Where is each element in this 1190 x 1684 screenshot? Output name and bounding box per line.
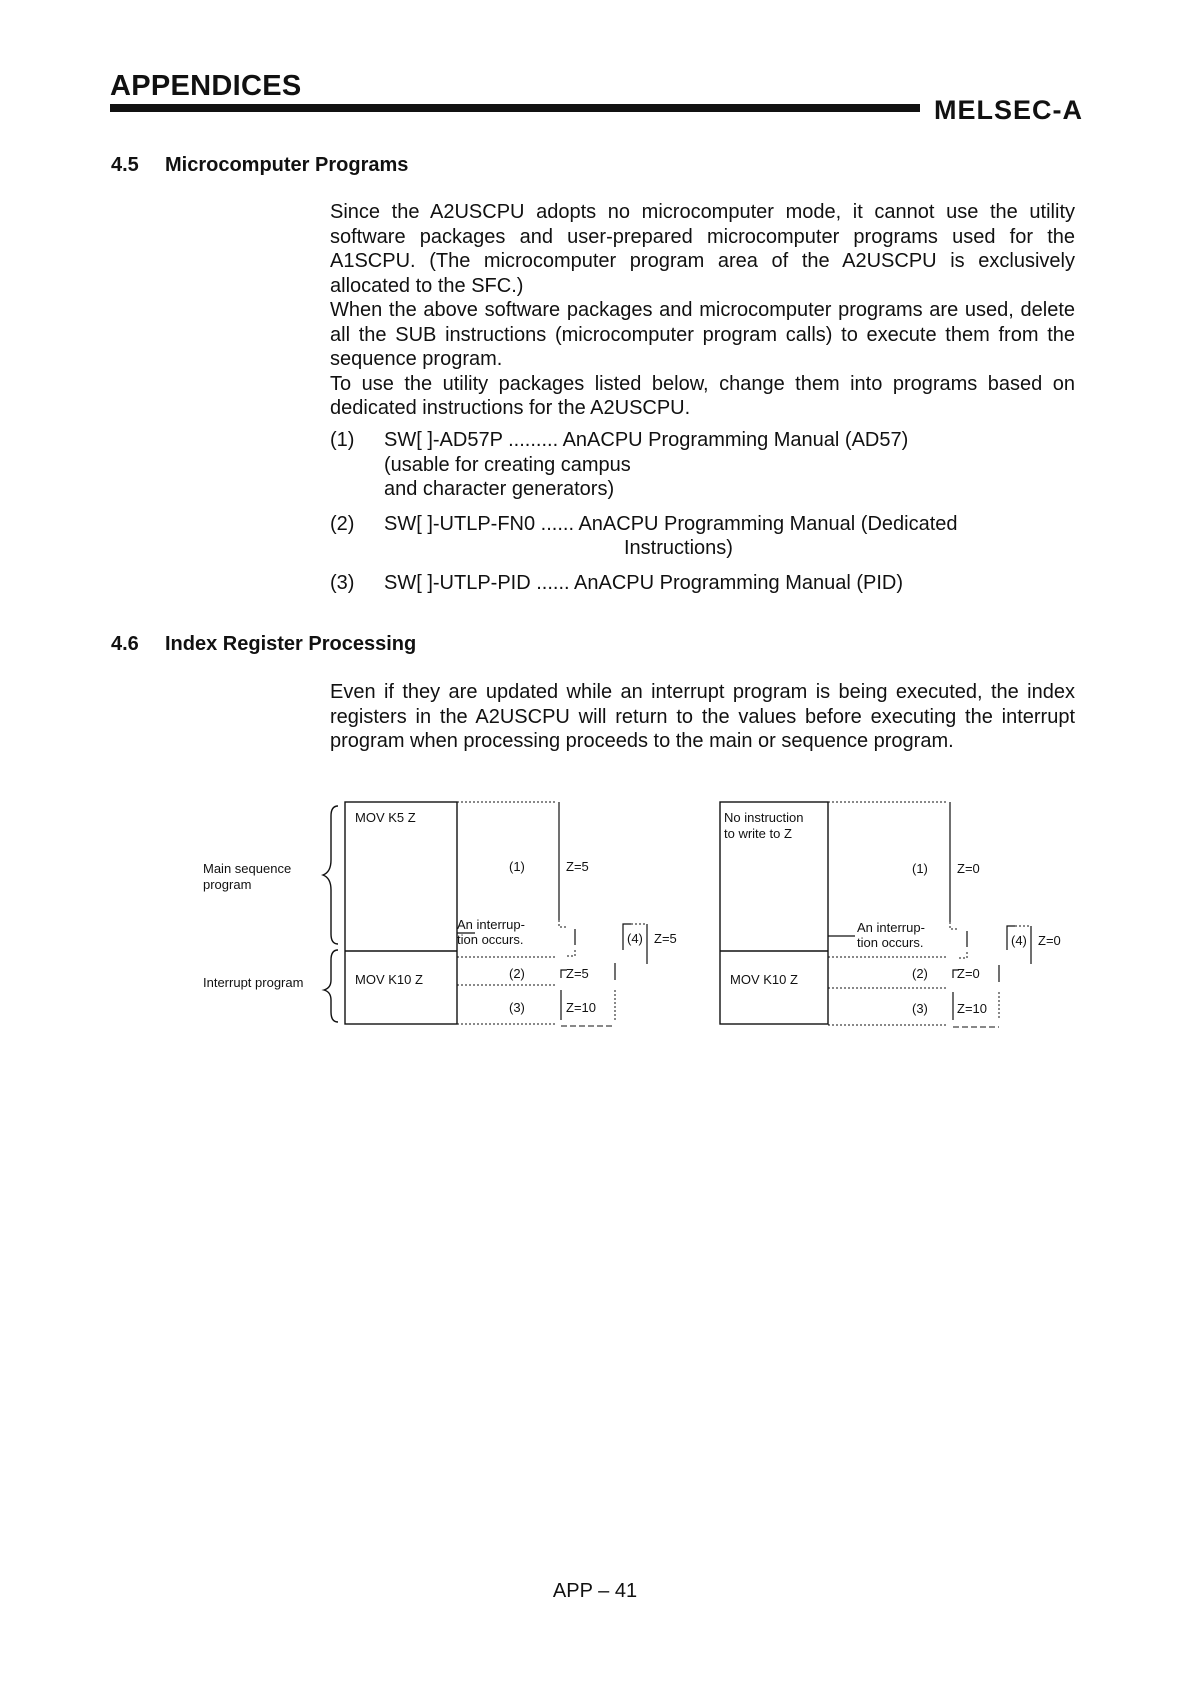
interrupt-occurs-text: An interrup- xyxy=(857,920,925,935)
no-instruction-text: No instruction xyxy=(724,810,804,825)
list-subtext: (usable for creating campus xyxy=(384,453,631,476)
instruction-mov-k10: MOV K10 Z xyxy=(730,972,798,987)
list-text: SW[ ]-AD57P ......... AnACPU Programming Manual (AD57) xyxy=(384,429,909,451)
label-main-sequence: program xyxy=(203,877,252,892)
z-value: Z=5 xyxy=(566,966,589,981)
brace-main xyxy=(323,806,338,944)
step-label: (4) xyxy=(1011,933,1027,948)
no-instruction-text: to write to Z xyxy=(724,826,792,841)
step-label: (2) xyxy=(912,966,928,981)
diagram-left xyxy=(345,802,677,1026)
section-number: 4.6 xyxy=(111,633,139,655)
step-label: (1) xyxy=(912,861,928,876)
page-number: APP – 41 xyxy=(552,1580,638,1602)
header-title: APPENDICES xyxy=(110,70,302,102)
list-text: SW[ ]-UTLP-PID ...... AnACPU Programming Manual (PID) xyxy=(384,571,904,594)
list-item xyxy=(330,571,1090,596)
package-list xyxy=(330,428,1090,605)
z-value: Z=5 xyxy=(654,931,677,946)
z-value: Z=0 xyxy=(1038,933,1061,948)
interrupt-occurs-text: tion occurs. xyxy=(857,935,924,950)
step-label: (4) xyxy=(627,931,643,946)
section-number: 4.5 xyxy=(111,154,139,176)
paragraph: Since the A2USCPU adopts no microcomputer mode, it cannot use the utility software packages and user-prepared microcomputer programs used for the A1SCPU. (The microcomputer program area of the A2USCPU is exclusively allocated to the SFC.) xyxy=(330,201,1075,297)
step-label: (3) xyxy=(509,1000,525,1015)
paragraph: Even if they are updated while an interrupt program is being executed, the index registers in the A2USCPU will return to the values before executing the interrupt program when processing proceeds to the main or sequence program. xyxy=(330,681,1075,752)
list-number: (3) xyxy=(330,571,355,594)
header-rule xyxy=(110,104,920,112)
section-body xyxy=(330,200,1075,421)
z-value: Z=10 xyxy=(566,1000,596,1015)
list-subtext: Instructions) xyxy=(624,537,733,559)
list-subtext: and character generators) xyxy=(384,478,615,500)
instruction-mov-k5: MOV K5 Z xyxy=(355,810,416,825)
step-label: (2) xyxy=(509,966,525,981)
index-register-diagram xyxy=(195,800,1095,1040)
interrupt-occurs-text: An interrup- xyxy=(457,917,525,932)
list-item xyxy=(330,512,1090,561)
label-main-sequence: Main sequence xyxy=(203,861,292,876)
list-number: (1) xyxy=(330,429,355,451)
brace-interrupt xyxy=(324,950,338,1022)
z-value: Z=0 xyxy=(957,966,980,981)
interrupt-occurs-text: tion occurs. xyxy=(457,932,524,947)
z-value: Z=10 xyxy=(957,1001,987,1016)
step-label: (1) xyxy=(509,859,525,874)
z-value: Z=0 xyxy=(957,861,980,876)
label-interrupt-program: Interrupt program xyxy=(203,975,304,990)
section-title: Index Register Processing xyxy=(165,633,417,655)
paragraph: To use the utility packages listed below, change them into programs based on dedicated instructions for the A2USCPU. xyxy=(330,372,1075,419)
list-number: (2) xyxy=(330,512,355,535)
list-text: SW[ ]-UTLP-FN0 ...... AnACPU Programming Manual (Dedicated xyxy=(384,512,958,535)
paragraph: When the above software packages and microcomputer programs are used, delete all the SUB instructions (microcomputer program calls) to execute them from the sequence program. xyxy=(330,299,1075,370)
list-item xyxy=(330,428,1090,502)
step-label: (3) xyxy=(912,1001,928,1016)
z-value: Z=5 xyxy=(566,859,589,874)
instruction-mov-k10: MOV K10 Z xyxy=(355,972,423,987)
header-brand: MELSEC-A xyxy=(934,95,1083,125)
section-body xyxy=(330,680,1075,754)
program-box xyxy=(345,802,457,1024)
diagram-right xyxy=(720,802,1061,1027)
section-title: Microcomputer Programs xyxy=(165,154,409,176)
